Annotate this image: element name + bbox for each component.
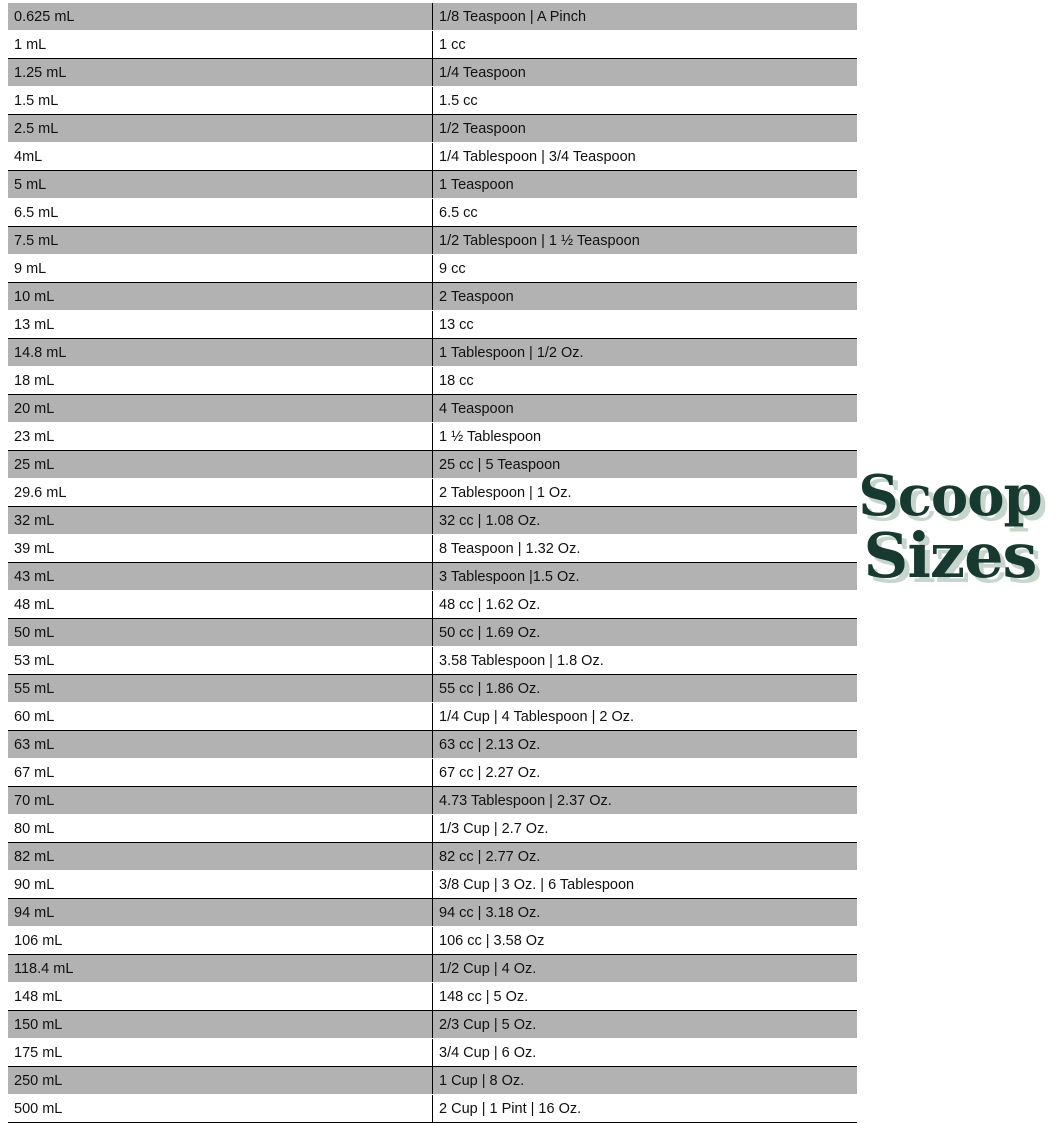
cell-equivalent: 1/8 Teaspoon | A Pinch <box>433 3 858 31</box>
cell-volume-ml: 6.5 mL <box>8 199 433 227</box>
table-row <box>8 843 857 871</box>
cell-equivalent: 94 cc | 3.18 Oz. <box>433 899 858 927</box>
table-row <box>8 955 857 983</box>
cell-volume-ml: 94 mL <box>8 899 433 927</box>
cell-equivalent: 1 Teaspoon <box>433 171 858 199</box>
cell-volume-ml: 20 mL <box>8 395 433 423</box>
cell-volume-ml: 13 mL <box>8 311 433 339</box>
cell-volume-ml: 1.5 mL <box>8 87 433 115</box>
cell-volume-ml: 63 mL <box>8 731 433 759</box>
cell-equivalent: 4.73 Tablespoon | 2.37 Oz. <box>433 787 858 815</box>
cell-equivalent: 25 cc | 5 Teaspoon <box>433 451 858 479</box>
cell-volume-ml: 10 mL <box>8 283 433 311</box>
table-row <box>8 367 857 395</box>
table-row <box>8 675 857 703</box>
cell-equivalent: 2 Cup | 1 Pint | 16 Oz. <box>433 1095 858 1123</box>
table-row <box>8 1095 857 1123</box>
cell-equivalent: 4 Teaspoon <box>433 395 858 423</box>
table-row <box>8 59 857 87</box>
table-row <box>8 171 857 199</box>
cell-equivalent: 1/2 Cup | 4 Oz. <box>433 955 858 983</box>
cell-equivalent: 2/3 Cup | 5 Oz. <box>433 1011 858 1039</box>
table-row <box>8 507 857 535</box>
cell-equivalent: 1/4 Teaspoon <box>433 59 858 87</box>
table-row <box>8 283 857 311</box>
cell-volume-ml: 29.6 mL <box>8 479 433 507</box>
table-row <box>8 255 857 283</box>
cell-volume-ml: 118.4 mL <box>8 955 433 983</box>
cell-equivalent: 82 cc | 2.77 Oz. <box>433 843 858 871</box>
cell-equivalent: 48 cc | 1.62 Oz. <box>433 591 858 619</box>
table-row <box>8 199 857 227</box>
cell-volume-ml: 175 mL <box>8 1039 433 1067</box>
cell-equivalent: 148 cc | 5 Oz. <box>433 983 858 1011</box>
cell-volume-ml: 9 mL <box>8 255 433 283</box>
cell-volume-ml: 1.25 mL <box>8 59 433 87</box>
cell-equivalent: 6.5 cc <box>433 199 858 227</box>
cell-volume-ml: 4mL <box>8 143 433 171</box>
cell-equivalent: 1 ½ Tablespoon <box>433 423 858 451</box>
table-row <box>8 479 857 507</box>
cell-volume-ml: 0.625 mL <box>8 3 433 31</box>
cell-volume-ml: 23 mL <box>8 423 433 451</box>
table-row <box>8 619 857 647</box>
cell-volume-ml: 500 mL <box>8 1095 433 1123</box>
cell-equivalent: 1/3 Cup | 2.7 Oz. <box>433 815 858 843</box>
table-row <box>8 871 857 899</box>
cell-equivalent: 1/4 Tablespoon | 3/4 Teaspoon <box>433 143 858 171</box>
cell-equivalent: 32 cc | 1.08 Oz. <box>433 507 858 535</box>
table-row <box>8 311 857 339</box>
cell-volume-ml: 48 mL <box>8 591 433 619</box>
cell-equivalent: 3.58 Tablespoon | 1.8 Oz. <box>433 647 858 675</box>
table-row <box>8 787 857 815</box>
title-line-sizes: Sizes <box>863 519 1037 593</box>
cell-volume-ml: 32 mL <box>8 507 433 535</box>
table-row <box>8 535 857 563</box>
cell-volume-ml: 90 mL <box>8 871 433 899</box>
cell-volume-ml: 25 mL <box>8 451 433 479</box>
table-row <box>8 339 857 367</box>
cell-volume-ml: 7.5 mL <box>8 227 433 255</box>
table-row <box>8 759 857 787</box>
table-row <box>8 1011 857 1039</box>
cell-equivalent: 106 cc | 3.58 Oz <box>433 927 858 955</box>
cell-volume-ml: 18 mL <box>8 367 433 395</box>
cell-equivalent: 8 Teaspoon | 1.32 Oz. <box>433 535 858 563</box>
cell-equivalent: 9 cc <box>433 255 858 283</box>
cell-equivalent: 50 cc | 1.69 Oz. <box>433 619 858 647</box>
cell-equivalent: 3 Tablespoon |1.5 Oz. <box>433 563 858 591</box>
title-line-scoop: Scoop <box>858 463 1042 529</box>
table-row <box>8 3 857 31</box>
table-row <box>8 451 857 479</box>
table-row <box>8 115 857 143</box>
cell-volume-ml: 82 mL <box>8 843 433 871</box>
cell-equivalent: 1.5 cc <box>433 87 858 115</box>
cell-volume-ml: 148 mL <box>8 983 433 1011</box>
cell-equivalent: 13 cc <box>433 311 858 339</box>
cell-volume-ml: 150 mL <box>8 1011 433 1039</box>
table-row <box>8 395 857 423</box>
cell-volume-ml: 1 mL <box>8 31 433 59</box>
cell-equivalent: 67 cc | 2.27 Oz. <box>433 759 858 787</box>
cell-volume-ml: 5 mL <box>8 171 433 199</box>
cell-equivalent: 1/4 Cup | 4 Tablespoon | 2 Oz. <box>433 703 858 731</box>
cell-volume-ml: 14.8 mL <box>8 339 433 367</box>
table-row <box>8 563 857 591</box>
table-row <box>8 1039 857 1067</box>
conversion-table <box>8 3 857 1123</box>
cell-equivalent: 1 Tablespoon | 1/2 Oz. <box>433 339 858 367</box>
table-row <box>8 983 857 1011</box>
table-row <box>8 647 857 675</box>
table-row <box>8 1067 857 1095</box>
cell-volume-ml: 60 mL <box>8 703 433 731</box>
cell-equivalent: 1/2 Teaspoon <box>433 115 858 143</box>
table-row <box>8 227 857 255</box>
page-title <box>845 463 1055 593</box>
cell-equivalent: 1/2 Tablespoon | 1 ½ Teaspoon <box>433 227 858 255</box>
table-row <box>8 927 857 955</box>
cell-equivalent: 63 cc | 2.13 Oz. <box>433 731 858 759</box>
cell-equivalent: 3/8 Cup | 3 Oz. | 6 Tablespoon <box>433 871 858 899</box>
cell-volume-ml: 80 mL <box>8 815 433 843</box>
cell-equivalent: 2 Tablespoon | 1 Oz. <box>433 479 858 507</box>
cell-equivalent: 55 cc | 1.86 Oz. <box>433 675 858 703</box>
cell-volume-ml: 53 mL <box>8 647 433 675</box>
cell-equivalent: 3/4 Cup | 6 Oz. <box>433 1039 858 1067</box>
table-row <box>8 899 857 927</box>
cell-volume-ml: 55 mL <box>8 675 433 703</box>
cell-volume-ml: 39 mL <box>8 535 433 563</box>
cell-volume-ml: 2.5 mL <box>8 115 433 143</box>
cell-equivalent: 2 Teaspoon <box>433 283 858 311</box>
table-row <box>8 703 857 731</box>
cell-volume-ml: 67 mL <box>8 759 433 787</box>
cell-equivalent: 18 cc <box>433 367 858 395</box>
cell-equivalent: 1 Cup | 8 Oz. <box>433 1067 858 1095</box>
table-row <box>8 731 857 759</box>
cell-volume-ml: 250 mL <box>8 1067 433 1095</box>
cell-volume-ml: 70 mL <box>8 787 433 815</box>
cell-volume-ml: 50 mL <box>8 619 433 647</box>
table-row <box>8 143 857 171</box>
table-row <box>8 591 857 619</box>
cell-volume-ml: 106 mL <box>8 927 433 955</box>
table-row <box>8 31 857 59</box>
table-row <box>8 423 857 451</box>
cell-equivalent: 1 cc <box>433 31 858 59</box>
cell-volume-ml: 43 mL <box>8 563 433 591</box>
table-row <box>8 815 857 843</box>
table-row <box>8 87 857 115</box>
